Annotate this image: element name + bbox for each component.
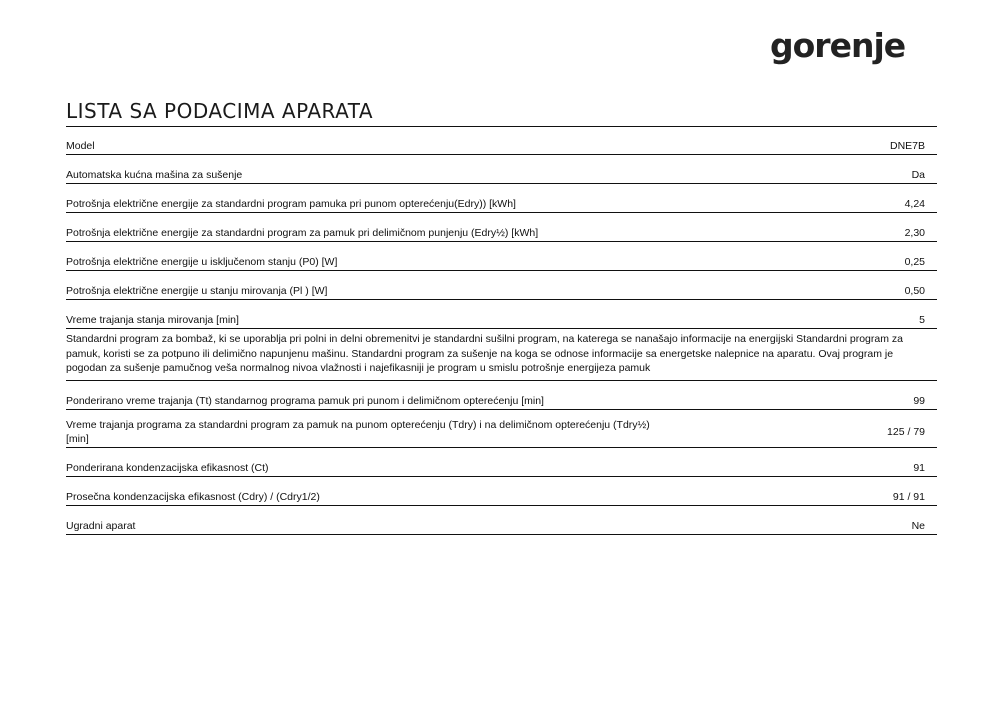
row-value: 4,24 xyxy=(904,198,925,210)
row-label: Ponderirano vreme trajanja (Tt) standarnog programa pamuk pri punom i delimičnom opterećenju [min] xyxy=(66,395,544,407)
row-value: 5 xyxy=(919,314,925,326)
row-value: 91 xyxy=(913,462,925,474)
row-value: DNE7B xyxy=(889,140,925,152)
row-value: 91 / 91 xyxy=(892,491,925,503)
page-title: LISTA SA PODACIMA APARATA xyxy=(66,99,374,123)
row-label: Ugradni aparat xyxy=(66,520,136,532)
row-label: Potrošnja električne energije za standardni program za pamuk pri delimičnom punjenju (Edry½) [kWh] xyxy=(66,227,539,239)
table-row-program-time-full-partial xyxy=(66,410,937,448)
row-label: Prosečna kondenzacijska efikasnost (Cdry) / (Cdry1/2) xyxy=(66,491,320,503)
row-value: Ne xyxy=(911,520,925,532)
row-paragraph: Standardni program za bombaž, ki se uporablja pri polni in delni obremenitvi je standardni sušilni program, na katerega se nanašajo informacije na energijski Standardni program za pamuk, koristi se za potpuno ili delimično napunjenu mašinu. Standardni program za sušenje na koga se odnose informacije sa energetske nalepnice na aparatu. Ovaj program je pogodan za sušenje pamučnog veša normalnog nivoa vlažnosti i najefikasniji je program u smislu potrošnje energijeza pamuk xyxy=(66,333,903,374)
table-row-built-in-appliance xyxy=(66,506,937,535)
row-label: Potrošnja električne energije u stanju mirovanja (Pl ) [W] xyxy=(66,285,328,297)
table-row-energy-full-load xyxy=(66,184,937,213)
data-sheet-table xyxy=(66,127,937,535)
table-row-average-condensation-efficiency xyxy=(66,477,937,506)
table-row-standard-program-note xyxy=(66,329,937,381)
row-label: Model xyxy=(66,140,95,152)
row-label: Potrošnja električne energije u isključenom stanju (P0) [W] xyxy=(66,256,338,268)
row-value: 0,25 xyxy=(904,256,925,268)
table-row-weighted-condensation-efficiency xyxy=(66,448,937,477)
table-row-power-left-on-mode xyxy=(66,271,937,300)
table-row-weighted-program-time xyxy=(66,381,937,410)
row-label: Potrošnja električne energije za standardni program pamuka pri punom opterećenju(Edry)) [kWh] xyxy=(66,198,516,210)
row-label: Vreme trajanja programa za standardni program za pamuk na punom opterećenju (Tdry) i na delimičnom opterećenju (Tdry½) [min] xyxy=(66,419,650,445)
row-value: Da xyxy=(911,169,925,181)
table-row-power-off-mode xyxy=(66,242,937,271)
table-row-model xyxy=(66,127,937,155)
table-row-energy-partial-load xyxy=(66,213,937,242)
table-row-left-on-duration xyxy=(66,300,937,329)
row-value: 125 / 79 xyxy=(887,426,925,438)
row-value: 0,50 xyxy=(904,285,925,297)
row-label: Vreme trajanja stanja mirovanja [min] xyxy=(66,314,239,326)
row-value: 99 xyxy=(913,395,925,407)
table-row-automatic-dryer xyxy=(66,155,937,184)
row-label: Automatska kućna mašina za sušenje xyxy=(66,169,243,181)
row-value: 2,30 xyxy=(904,227,925,239)
row-label: Ponderirana kondenzacijska efikasnost (Ct) xyxy=(66,462,269,474)
brand-logo: gorenje xyxy=(770,26,906,65)
